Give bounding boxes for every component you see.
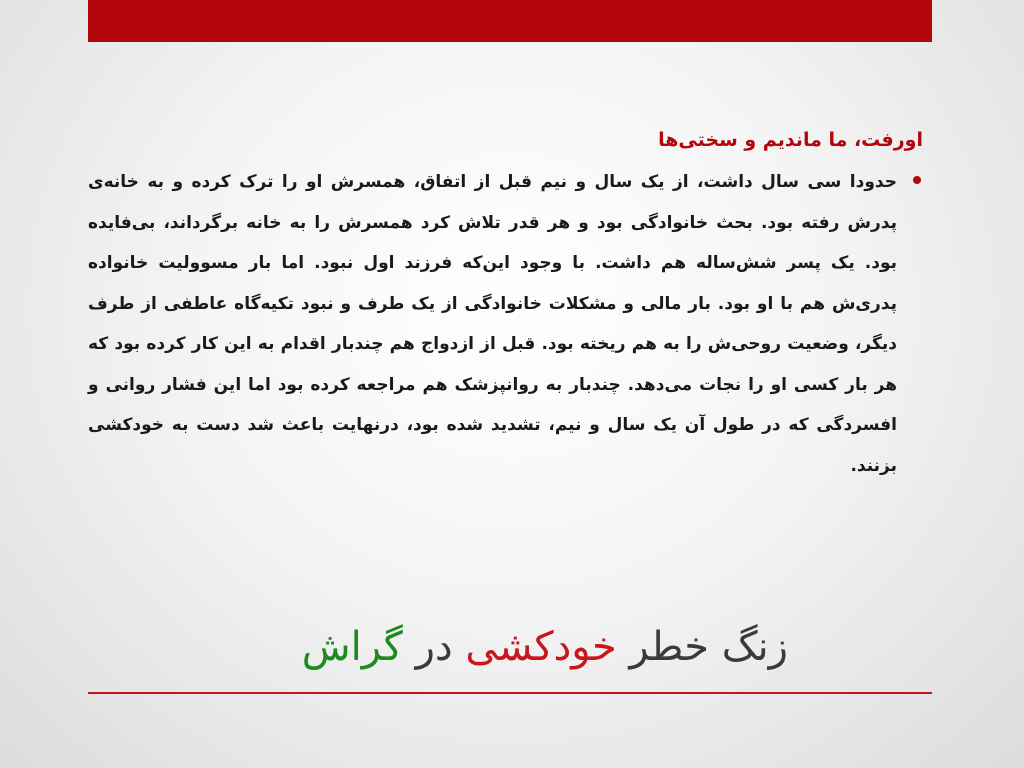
- title-part-gerash: گراش: [301, 624, 403, 670]
- slide-title: [88, 612, 788, 682]
- slide-content: [88, 118, 923, 548]
- bullet-item: [88, 162, 923, 486]
- bullet-dot-icon: [913, 176, 921, 184]
- title-underline-divider: [88, 692, 932, 694]
- body-paragraph: حدودا سی سال داشت، از یک سال و نیم قبل از اتفاق، همسرش او را ترک کرده و به خانه‌ی پدرش رفته بود. بحث خانوادگی بود و هر قدر تلاش کرد همسرش را به خانه برگرداند، بی‌فایده بود. یک پسر شش‌ساله هم داشت. با وجود این‌که فرزند اول نبود. اما بار مسوولیت خانواده پدری‌ش هم با او بود. بار مالی و مشکلات خانوادگی از یک طرف و نبود تکیه‌گاه عاطفی از طرف دیگر، وضعیت روحی‌ش را به هم ریخته بود. قبل از ازدواج هم چندبار اقدام به این کار کرده بود که هر بار کسی او را نجات می‌دهد. چندبار به روانپزشک هم مراجعه کرده بود اما این فشار روانی و افسردگی که در طول آن یک سال و نیم، تشدید شده بود، درنهایت باعث شد دست به خودکشی بزنند.: [88, 172, 897, 476]
- title-part-suicide: خودکشی: [465, 624, 617, 670]
- top-accent-bar: [88, 0, 932, 42]
- slide-subheading: اورفت، ما ماندیم و سختی‌ها: [658, 129, 923, 151]
- title-part-alarm: زنگ خطر: [616, 624, 788, 670]
- title-part-in: در: [402, 624, 466, 670]
